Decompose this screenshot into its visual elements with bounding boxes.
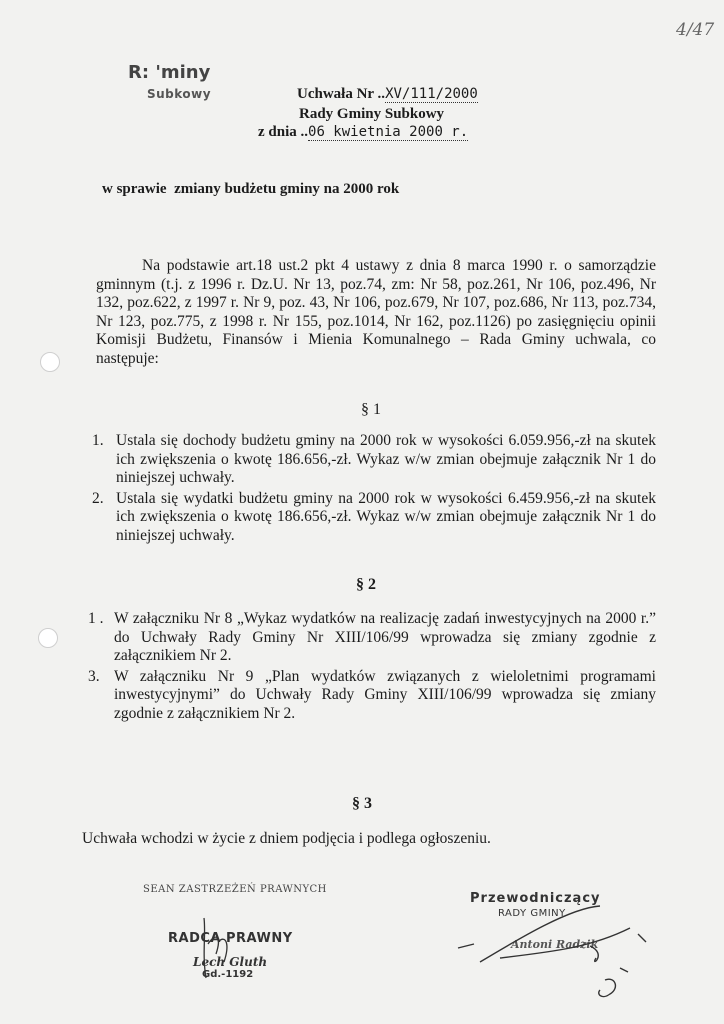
chairman-name: Antoni Radzik (511, 938, 599, 951)
binder-hole (40, 352, 60, 372)
legal-advisor-code: Gd.-1192 (202, 969, 254, 980)
resolution-date-value: 06 kwietnia 2000 r. (308, 124, 469, 140)
legal-check-note: SEAN ZASTRZEŻEŃ PRAWNYCH (143, 884, 327, 895)
section-3-text: Uchwała wchodzi w życie z dniem podjęcia i podlega ogłoszeniu. (82, 830, 491, 847)
section-3-heading: § 3 (352, 795, 372, 812)
legal-advisor-name: Lech Gluth (193, 955, 268, 969)
list-item-text: Ustala się dochody budżetu gminy na 2000 rok w wysokości 6.059.956,-zł na skutek ich zwiększenia o kwotę 186.656,-zł. Wykaz w/w zmian obejmuje załącznik Nr 1 do niniejszej uchwały. (116, 432, 656, 486)
section-2-list (88, 610, 656, 723)
subject-text: zmiany budżetu gminy na 2000 rok (174, 181, 400, 197)
chairman-body: RADY GMINY (498, 908, 566, 919)
legal-advisor-signature-icon (186, 914, 246, 984)
list-item-text: W załączniku Nr 9 „Plan wydatków związanych z wieloletnimi programami inwestycyjnymi” do Uchwały Rady Gminy XIII/106/99 wprowadza się zmiany zgodnie z załącznikiem Nr 2. (114, 667, 656, 722)
list-item (88, 610, 656, 666)
chairman-title: Przewodniczący (470, 891, 601, 906)
list-item-text: W załączniku Nr 8 „Wykaz wydatków na realizację zadań inwestycyjnych na 2000 r.” do Uchwały Rady Gminy Nr XIII/106/99 wprowadza się zmiany zgodnie z załącznikiem Nr 2. (114, 610, 656, 664)
list-item-number: 2. (92, 489, 104, 507)
list-item-number: 3. (88, 667, 100, 685)
legal-advisor-title: RADCA PRAWNY (168, 931, 293, 946)
section-2-heading: § 2 (356, 576, 376, 593)
council-name: Rady Gminy Subkowy (299, 106, 445, 122)
section-1-list (92, 432, 656, 545)
list-item-number: 1. (92, 432, 104, 449)
resolution-date (258, 124, 506, 141)
section-1-heading: § 1 (361, 401, 381, 418)
binder-hole (38, 628, 58, 648)
list-item (92, 432, 656, 488)
chairman-signature-icon (440, 898, 660, 1008)
list-item (92, 490, 656, 546)
corner-mark: 4/47 (676, 20, 715, 40)
resolution-number-label: Uchwała Nr .. (297, 86, 386, 102)
list-item-number: 1 . (88, 610, 104, 627)
list-item (88, 668, 656, 724)
preamble: Na podstawie art.18 ust.2 pkt 4 ustawy z dnia 8 marca 1990 r. o samorządzie gminnym (t.j. z 1996 r. Dz.U. Nr 13, poz.74, zm: Nr 58, poz.261, Nr 106, poz.496, Nr 132, poz.622, z 1997 r. Nr 9, poz. 43, Nr 106, poz.679, Nr 107, poz.686, Nr 113, poz.734, Nr 123, poz.775, z 1998 r. Nr 155, poz.1014, Nr 162, poz.1126) po zasięgnięciu opinii Komisji Budżetu, Finansów i Mienia Komunalnego – Rada Gminy uchwala, co następuje: (96, 257, 656, 367)
stamp-office-line2: Subkowy (147, 87, 212, 101)
list-item-text: Ustala się wydatki budżetu gminy na 2000 rok w wysokości 6.459.956,-zł na skutek ich zwiększenia o kwotę 186.656,-zł. Wykaz w/w zmian obejmuje załącznik Nr 1 do niniejszej uchwały. (116, 489, 656, 544)
stamp-office-line1: R: 'miny (128, 62, 211, 83)
subject-prefix: w sprawie (102, 181, 167, 197)
resolution-date-label: z dnia .. (258, 124, 309, 140)
resolution-number-value: XV/111/2000 (385, 86, 478, 102)
resolution-number (297, 86, 478, 103)
subject-line (102, 181, 399, 198)
